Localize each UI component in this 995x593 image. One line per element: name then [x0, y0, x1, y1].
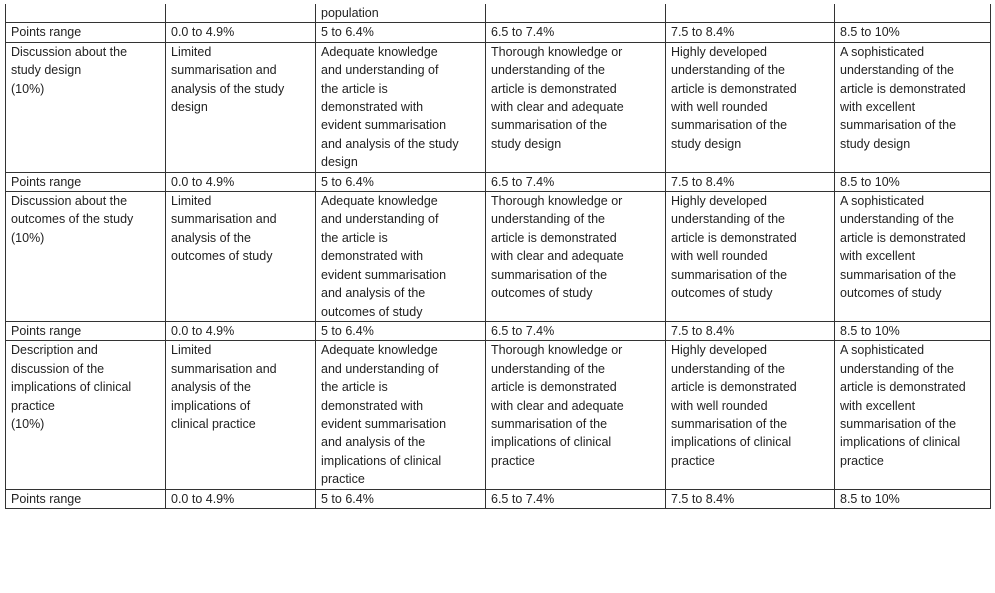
cell-line: understanding of the [671, 212, 785, 227]
cell-line: and analysis of the [321, 435, 426, 450]
points-range-row [6, 23, 991, 42]
cell-line: implications of clinical [840, 435, 961, 450]
cell-line: summarisation of the [840, 267, 957, 282]
points-range-value: 8.5 to 10% [835, 172, 991, 191]
cell-line: summarisation of the [671, 118, 788, 133]
cell-line: understanding of the [671, 63, 785, 78]
level-cell [166, 192, 316, 322]
level-cell [166, 42, 316, 172]
cell-line: practice [321, 472, 365, 487]
level-cell [486, 42, 666, 172]
cell-line: with well rounded [671, 100, 768, 115]
cell-line: study design [491, 136, 562, 151]
points-range-value: 7.5 to 8.4% [666, 489, 835, 508]
cell-line: article is demonstrated [840, 230, 966, 245]
level-cell [666, 42, 835, 172]
points-range-value: 5 to 6.4% [316, 321, 486, 340]
cell-line: Highly developed [671, 343, 767, 358]
cell-line: summarisation of the [671, 416, 788, 431]
cell-line: with clear and adequate [491, 100, 624, 115]
cell-line: evident summarisation [321, 267, 447, 282]
cell-line: and understanding of [321, 361, 439, 376]
cell-line: analysis of the [171, 230, 251, 245]
cell-line: summarisation and [171, 212, 277, 227]
cell-line: (10%) [11, 416, 45, 431]
cell-line: summarisation and [171, 361, 277, 376]
cell-line: summarisation of the [840, 118, 957, 133]
cell-line: article is demonstrated [840, 81, 966, 96]
points-range-value: 7.5 to 8.4% [666, 321, 835, 340]
cell-line: A sophisticated [840, 194, 925, 209]
points-range-row [6, 321, 991, 340]
top-cell [486, 4, 666, 23]
points-range-value: 6.5 to 7.4% [486, 172, 666, 191]
cell-line: outcomes of the study [11, 212, 134, 227]
cell-line: (10%) [11, 81, 45, 96]
points-range-value: 8.5 to 10% [835, 321, 991, 340]
cell-line: Discussion about the [11, 44, 128, 59]
cell-line: and understanding of [321, 212, 439, 227]
cell-line: with excellent [840, 398, 916, 413]
points-range-value: 8.5 to 10% [835, 23, 991, 42]
cell-line: with well rounded [671, 249, 768, 264]
cell-line: implications of clinical [491, 435, 612, 450]
cell-line: and analysis of the [321, 286, 426, 301]
cell-line: understanding of the [840, 63, 954, 78]
points-range-value: 8.5 to 10% [835, 489, 991, 508]
cell-line: demonstrated with [321, 100, 424, 115]
points-range-label: Points range [6, 23, 166, 42]
cell-line: with excellent [840, 249, 916, 264]
criterion-row [6, 192, 991, 322]
cell-line: Thorough knowledge or [491, 343, 623, 358]
level-cell [316, 341, 486, 489]
cell-line: demonstrated with [321, 398, 424, 413]
cell-line: implications of [171, 398, 251, 413]
cell-line: practice [671, 453, 715, 468]
cell-line: understanding of the [491, 212, 605, 227]
top-cell [666, 4, 835, 23]
criterion-cell [6, 42, 166, 172]
population-text: population [321, 6, 379, 20]
level-cell [316, 192, 486, 322]
cell-line: outcomes of study [671, 286, 773, 301]
criterion-cell [6, 341, 166, 489]
cell-line: Thorough knowledge or [491, 44, 623, 59]
level-cell [666, 341, 835, 489]
points-range-value: 7.5 to 8.4% [666, 23, 835, 42]
cell-line: summarisation of the [840, 416, 957, 431]
cell-line: clinical practice [171, 416, 256, 431]
points-range-value: 0.0 to 4.9% [166, 23, 316, 42]
cell-line: with clear and adequate [491, 249, 624, 264]
rubric-body [6, 4, 991, 508]
cell-line: design [321, 155, 358, 170]
cell-line: with excellent [840, 100, 916, 115]
level-cell [666, 192, 835, 322]
cell-line: practice [840, 453, 884, 468]
cell-line: understanding of the [840, 212, 954, 227]
points-range-label: Points range [6, 321, 166, 340]
cell-line: practice [491, 453, 535, 468]
cell-line: summarisation and [171, 63, 277, 78]
cell-line: Highly developed [671, 44, 767, 59]
cell-line: study design [11, 63, 82, 78]
cell-line: evident summarisation [321, 416, 447, 431]
cell-line: Highly developed [671, 194, 767, 209]
cell-line: Adequate knowledge [321, 194, 438, 209]
criterion-cell [6, 192, 166, 322]
cell-line: outcomes of study [321, 304, 423, 319]
cell-line: with clear and adequate [491, 398, 624, 413]
cell-line: article is demonstrated [671, 380, 797, 395]
cell-line: evident summarisation [321, 118, 447, 133]
top-cell [835, 4, 991, 23]
cell-line: article is demonstrated [491, 81, 617, 96]
cell-line: understanding of the [491, 63, 605, 78]
level-cell [486, 192, 666, 322]
cell-line: Thorough knowledge or [491, 194, 623, 209]
cell-line: practice [11, 398, 55, 413]
cell-line: article is demonstrated [840, 380, 966, 395]
cell-line: design [171, 100, 208, 115]
cell-line: analysis of the [171, 380, 251, 395]
cell-line: Limited [171, 343, 212, 358]
cell-line: understanding of the [840, 361, 954, 376]
cell-line: summarisation of the [671, 267, 788, 282]
points-range-value: 0.0 to 4.9% [166, 489, 316, 508]
points-range-value: 6.5 to 7.4% [486, 23, 666, 42]
cell-line: summarisation of the [491, 416, 608, 431]
cell-line: outcomes of study [840, 286, 942, 301]
cell-line: A sophisticated [840, 44, 925, 59]
cell-line: the article is [321, 380, 388, 395]
header-row [6, 4, 991, 23]
points-range-row [6, 172, 991, 191]
top-cell [6, 4, 166, 23]
cell-line: (10%) [11, 230, 45, 245]
cell-line: article is demonstrated [491, 380, 617, 395]
cell-line: Discussion about the [11, 194, 128, 209]
cell-line: Limited [171, 44, 212, 59]
cell-line: the article is [321, 81, 388, 96]
criterion-row [6, 341, 991, 489]
cell-line: study design [671, 136, 742, 151]
top-cell [166, 4, 316, 23]
level-cell [835, 341, 991, 489]
cell-line: and analysis of the study [321, 136, 459, 151]
level-cell [835, 192, 991, 322]
points-range-value: 5 to 6.4% [316, 489, 486, 508]
top-cell [316, 4, 486, 23]
points-range-value: 7.5 to 8.4% [666, 172, 835, 191]
level-cell [486, 341, 666, 489]
cell-line: article is demonstrated [671, 81, 797, 96]
cell-line: implications of clinical [671, 435, 792, 450]
cell-line: the article is [321, 230, 388, 245]
cell-line: A sophisticated [840, 343, 925, 358]
cell-line: outcomes of study [171, 249, 273, 264]
cell-line: Adequate knowledge [321, 44, 438, 59]
cell-line: analysis of the study [171, 81, 285, 96]
points-range-value: 6.5 to 7.4% [486, 321, 666, 340]
cell-line: Limited [171, 194, 212, 209]
cell-line: article is demonstrated [671, 230, 797, 245]
cell-line: understanding of the [671, 361, 785, 376]
cell-line: summarisation of the [491, 118, 608, 133]
cell-line: and understanding of [321, 63, 439, 78]
cell-line: outcomes of study [491, 286, 593, 301]
cell-line: implications of clinical [321, 453, 442, 468]
points-range-value: 0.0 to 4.9% [166, 321, 316, 340]
cell-line: Description and [11, 343, 98, 358]
cell-line: study design [840, 136, 911, 151]
points-range-value: 5 to 6.4% [316, 23, 486, 42]
points-range-label: Points range [6, 172, 166, 191]
points-range-row [6, 489, 991, 508]
cell-line: Adequate knowledge [321, 343, 438, 358]
cell-line: understanding of the [491, 361, 605, 376]
points-range-label: Points range [6, 489, 166, 508]
cell-line: article is demonstrated [491, 230, 617, 245]
cell-line: summarisation of the [491, 267, 608, 282]
level-cell [316, 42, 486, 172]
cell-line: demonstrated with [321, 249, 424, 264]
cell-line: implications of clinical [11, 380, 132, 395]
points-range-value: 6.5 to 7.4% [486, 489, 666, 508]
cell-line: with well rounded [671, 398, 768, 413]
cell-line: discussion of the [11, 361, 105, 376]
points-range-value: 5 to 6.4% [316, 172, 486, 191]
rubric-table [5, 4, 991, 509]
points-range-value: 0.0 to 4.9% [166, 172, 316, 191]
level-cell [166, 341, 316, 489]
criterion-row [6, 42, 991, 172]
level-cell [835, 42, 991, 172]
